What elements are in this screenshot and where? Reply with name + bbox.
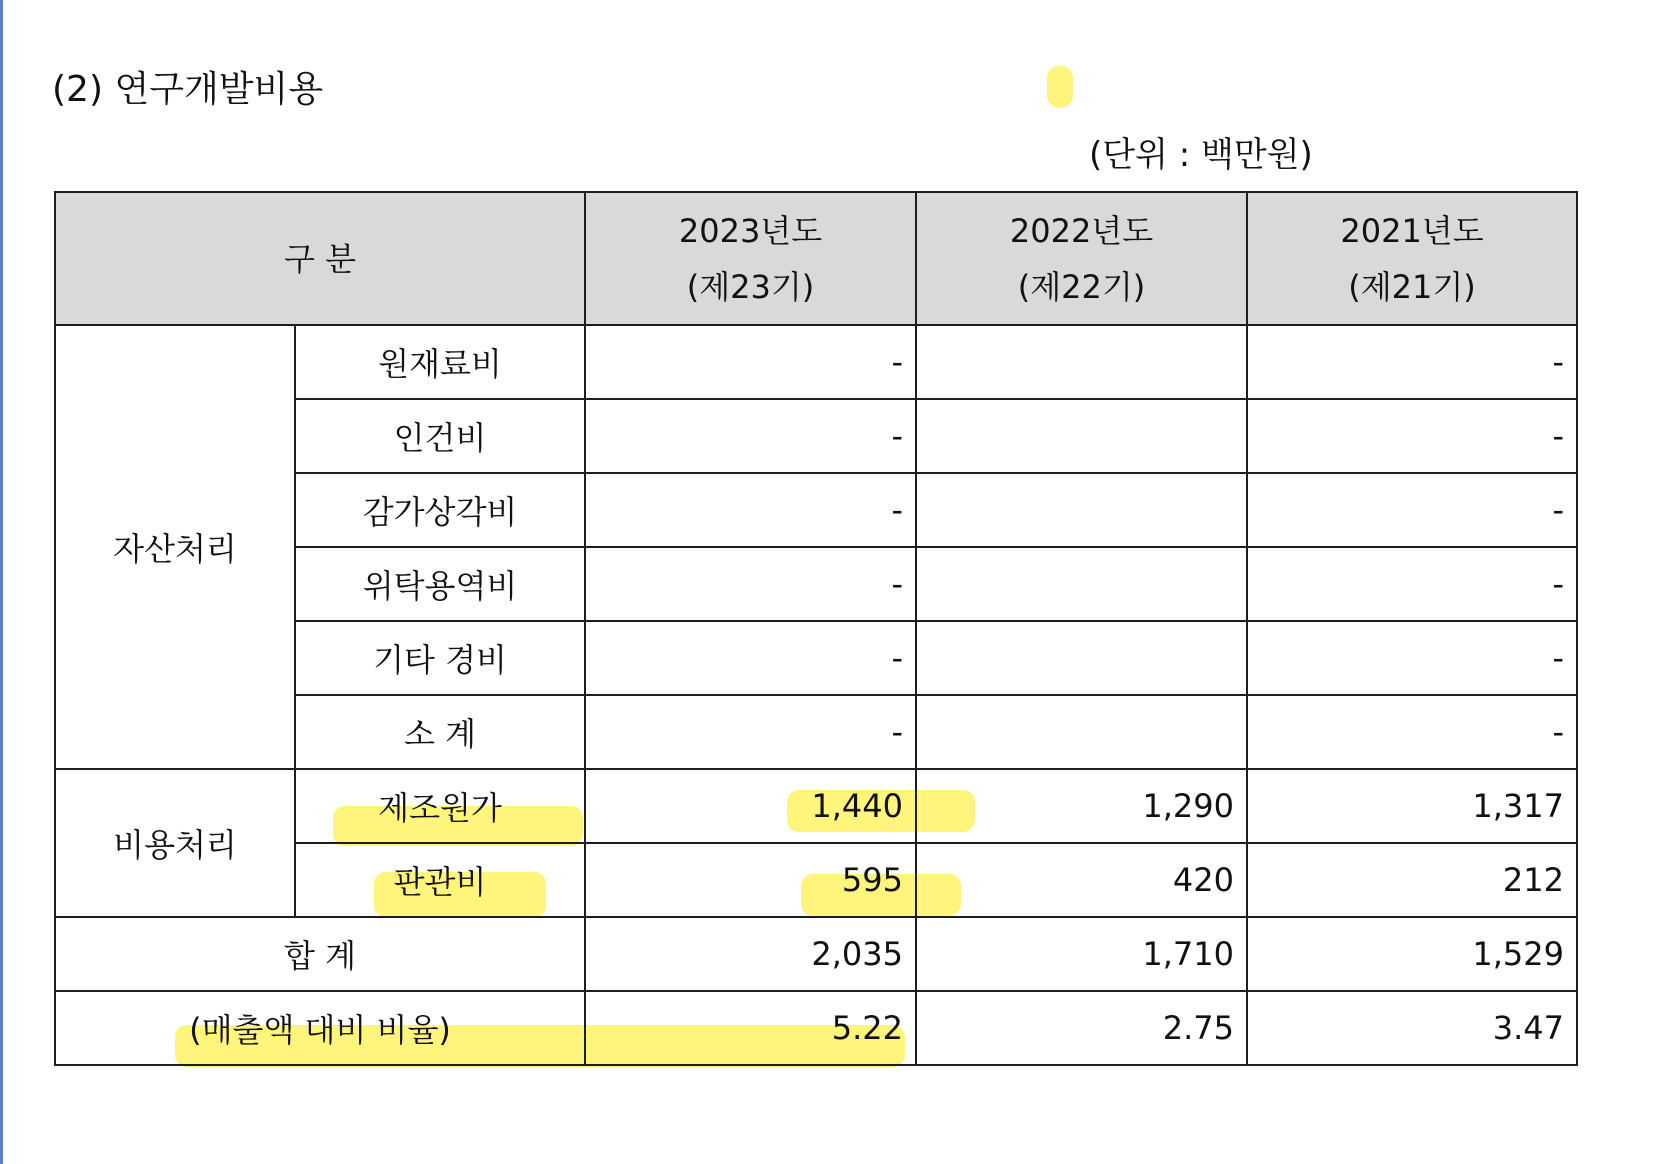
table-row — [55, 325, 1577, 399]
unit-note: (단위 : 백만원) — [1089, 135, 1313, 175]
total-row — [55, 917, 1577, 991]
rd-cost-table — [54, 191, 1578, 1066]
row-label: 합 계 — [55, 917, 585, 991]
cell-2022 — [916, 621, 1247, 695]
cell-2023: - — [585, 473, 916, 547]
cell-2023: - — [585, 399, 916, 473]
cell-2021: - — [1247, 473, 1577, 547]
cell-2023: 5.22 — [585, 991, 916, 1065]
page-left-border — [0, 0, 3, 1164]
cell-2022 — [916, 399, 1247, 473]
group-label-expense: 비용처리 — [55, 769, 295, 917]
cell-2021: - — [1247, 399, 1577, 473]
header-year: 2021년도 — [1340, 211, 1484, 250]
row-label: 감가상각비 — [295, 473, 585, 547]
cell-2022: 2.75 — [916, 991, 1247, 1065]
header-year: 2023년도 — [678, 211, 823, 250]
cell-2023: - — [585, 325, 916, 399]
cell-2022 — [916, 473, 1247, 547]
cell-2021: 212 — [1247, 843, 1577, 917]
header-category: 구 분 — [55, 192, 585, 325]
cell-2021: - — [1247, 547, 1577, 621]
cell-2022 — [916, 695, 1247, 769]
header-period: (제21기) — [1348, 267, 1476, 306]
header-2023 — [585, 192, 916, 325]
cell-2023: 2,035 — [585, 917, 916, 991]
table-header-row — [55, 192, 1577, 325]
cell-2022: 1,290 — [916, 769, 1247, 843]
row-label: 인건비 — [295, 399, 585, 473]
row-label: 소 계 — [295, 695, 585, 769]
header-2022 — [916, 192, 1247, 325]
header-period: (제23기) — [686, 267, 815, 306]
row-label: 판관비 — [295, 843, 585, 917]
ratio-row — [55, 991, 1577, 1065]
section-title: (2) 연구개발비용 — [52, 69, 324, 110]
cell-2022: 420 — [916, 843, 1247, 917]
cell-2021: 1,529 — [1247, 917, 1577, 991]
cell-2021: - — [1247, 325, 1577, 399]
cell-2021: - — [1247, 621, 1577, 695]
cell-2022 — [916, 325, 1247, 399]
cell-2023: - — [585, 547, 916, 621]
cell-2023: - — [585, 621, 916, 695]
cell-2021: 1,317 — [1247, 769, 1577, 843]
header-period: (제22기) — [1017, 267, 1146, 306]
highlight-mark-top — [1047, 66, 1073, 108]
row-label: 원재료비 — [295, 325, 585, 399]
cell-2021: - — [1247, 695, 1577, 769]
row-label: 기타 경비 — [295, 621, 585, 695]
row-label: 위탁용역비 — [295, 547, 585, 621]
table-row — [55, 769, 1577, 843]
cell-2022: 1,710 — [916, 917, 1247, 991]
row-label: 제조원가 — [295, 769, 585, 843]
header-2021 — [1247, 192, 1577, 325]
cell-2023: - — [585, 695, 916, 769]
cell-2023: 595 — [585, 843, 916, 917]
header-year: 2022년도 — [1009, 211, 1154, 250]
row-label: (매출액 대비 비율) — [55, 991, 585, 1065]
cell-2022 — [916, 547, 1247, 621]
group-label-asset: 자산처리 — [55, 325, 295, 769]
cell-2021: 3.47 — [1247, 991, 1577, 1065]
cell-2023: 1,440 — [585, 769, 916, 843]
